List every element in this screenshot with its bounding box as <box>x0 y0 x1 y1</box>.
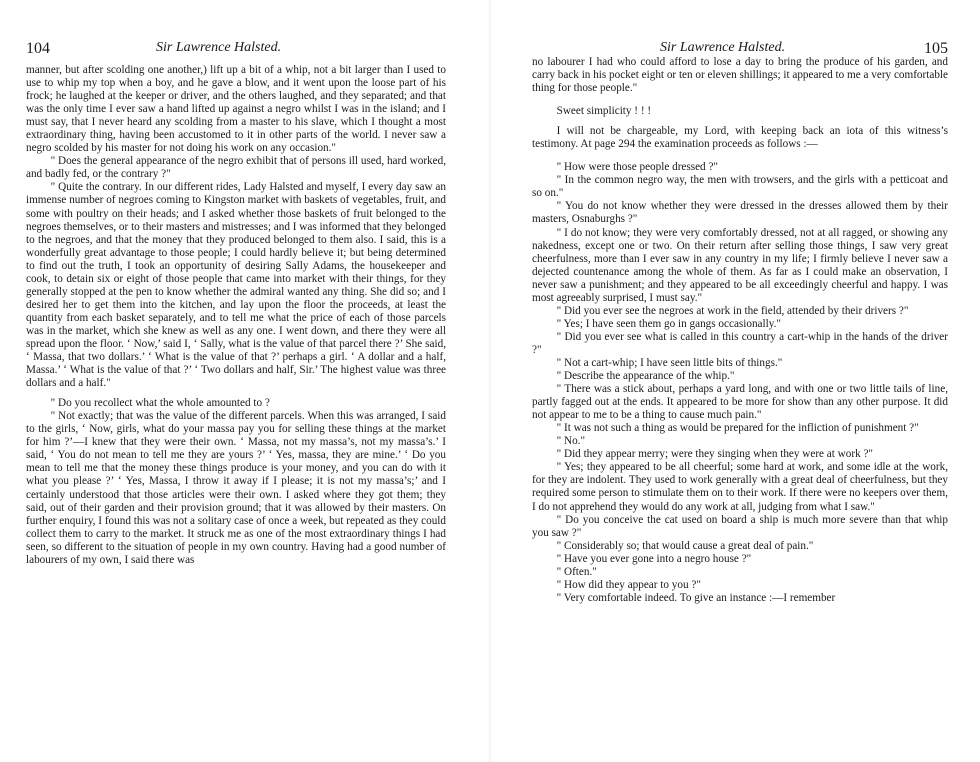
paragraph: " Do you conceive the cat used on board a ship is much more severe than that whip you saw ?" <box>532 513 948 539</box>
paragraph: " In the common negro way, the men with trowsers, and the girls with a petticoat and so on." <box>532 174 948 200</box>
left-body-text <box>26 64 446 567</box>
left-running-head <box>26 40 446 60</box>
paragraph: " Very comfortable indeed. To give an instance :—I remember <box>556 591 836 604</box>
left-page <box>26 0 446 762</box>
paragraph: " How were those people dressed ?" <box>556 161 718 174</box>
left-running-title: Sir Lawrence Halsted. <box>156 40 282 55</box>
paragraph: " Quite the contrary. In our different rides, Lady Halsted and myself, I every day saw an immense number of negroes coming to Kingston market with baskets of vegetables, fruit, and some with poultry on their heads; and I asked whether those baskets of fruit belonged to the negroes themselves, or to their masters and mistresses; and I was informed that they belonged to the negroes, and that the money that they produced belonged to them also. I said, this is a wonderfully great advantage to those people; I could hardly believe it; but being determined to find out the truth, I took an opportunity of desiring Sally Adams, the housekeeper and cook, to detain six or eight of those people that came into market with their things, for they generally stopped at the pen to know whether the admiral wanted any thing. She did so; and I desired her to get them into the kitchen, and lay upon the floor the proceeds, at least the quantity from each basket separately, and to tell me what the price of each of those parcels was in the market, which she knew as well as any one. I went down, and there they were all spread upon the floor. ‘ Now,’ said I, ‘ Sally, what is the value of that parcel there ?’ She said, ‘ Massa, that two dollars.’ ‘ What is the value of that ?’ perhaps a girl. ‘ A dollar and a half, Massa.’ ‘ What is the value of that ?’ ‘ Two dollars and half, Sir.’ The highest value was three dollars and a half." <box>26 181 446 390</box>
paragraph: no labourer I had who could afford to lose a day to bring the produce of his garden, and carry back in his pocket eight or ten or eleven shillings; it appeared to me a very comfortable thing for those people." <box>532 56 948 95</box>
paragraph: " Does the general appearance of the negro exhibit that of persons ill used, hard worked, and badly fed, or the contrary ?" <box>26 155 446 181</box>
paragraph: " It was not such a thing as would be prepared for the infliction of punishment ?" <box>556 422 919 435</box>
paragraph: " Not exactly; that was the value of the different parcels. When this was arranged, I said to the girls, ‘ Now, girls, what do your massa pay you for selling these things at the market for him ?’—I knew that they were their own. ‘ Massa, not my massa’s, not my massa’s.’ I said, ‘ You do not mean to tell me they are yours ?’ ‘ Yes, massa, they are mine.’ ‘ Do you mean to tell me that the money these things produce is your money, and you can do with it what you please ?’ ‘ Yes, Massa, I throw it away if I please; it is not my massa’s;’ and I certainly understood that those articles were their own. I asked where they got them; they said, out of their garden and their provision ground; that it was allowed by their masters. On further enquiry, I found this was not a solitary case of once a week, but repeated as they could collect them to carry to the market. It struck me as one of the most extraordinary things I had seen, so different to the situation of people in my own country. Having had a good number of labourers of my own, I said there was <box>26 410 446 566</box>
left-page-number: 104 <box>26 40 50 57</box>
paragraph: " Not a cart-whip; I have seen little bits of things." <box>556 356 783 369</box>
paragraph: " Describe the appearance of the whip." <box>556 370 735 383</box>
paragraph: " Did you ever see what is called in this country a cart-whip in the hands of the driver ?" <box>532 330 948 356</box>
right-running-title: Sir Lawrence Halsted. <box>660 40 786 55</box>
paragraph: " Yes; I have seen them go in gangs occasionally." <box>556 317 781 330</box>
right-body-text <box>532 56 948 605</box>
paragraph: " No." <box>556 435 586 448</box>
paragraph: " Considerably so; that would cause a great deal of pain." <box>556 539 814 552</box>
right-page-number: 105 <box>924 40 948 57</box>
paragraph: " Do you recollect what the whole amounted to ? <box>50 397 270 410</box>
paragraph: " How did they appear to you ?" <box>556 578 701 591</box>
paragraph: Sweet simplicity ! ! ! <box>556 105 652 118</box>
paragraph: " You do not know whether they were dressed in the dresses allowed them by their masters, Osnaburghs ?" <box>532 200 948 226</box>
right-page <box>532 0 948 762</box>
paragraph: " Often." <box>556 565 597 578</box>
paragraph: I will not be chargeable, my Lord, with keeping back an iota of this witness’s testimony. At page 294 the examination proceeds as follows :— <box>532 125 948 151</box>
paragraph: " There was a stick about, perhaps a yard long, and with one or two little tails of line, partly fagged out at the ends. It appeared to be more for show than any other purpose. It did not appear to me to be a thing to cause much pain." <box>532 383 948 422</box>
paragraph: " I do not know; they were very comfortably dressed, not at all ragged, or showing any nakedness, except one or two. On their return after selling those things, I saw very great cheerfulness, more than I ever saw in any country in my life; I firmly believe I never saw a dejected countenance among the whole of them. As far as I could make an observation, I never saw a punishment; and they appeared to be all exceedingly cheerful and happy. I was most agreeably surprised, I must say." <box>532 226 948 304</box>
gutter <box>488 0 492 762</box>
paragraph: " Did they appear merry; were they singing when they were at work ?" <box>556 448 873 461</box>
paragraph: " Did you ever see the negroes at work in the field, attended by their drivers ?" <box>556 304 909 317</box>
paragraph: " Have you ever gone into a negro house ?" <box>556 552 752 565</box>
paragraph: " Yes; they appeared to be all cheerful; some hard at work, and some idle at the work, for they are indolent. They used to work generally with a great deal of cheerfulness, but they required some person to stimulate them on to their work. If there were no keepers over them, I do not apprehend they would do any work at all, judging from what I saw." <box>532 461 948 513</box>
paragraph: manner, but after scolding one another,) lift up a bit of a whip, not a bit larger than I used to use to whip my top when a boy, and he gave a blow, and it went upon the loose part of his frock; he laughed at the keeper or driver, and the others laughed, and they separated; and that was the only time I ever saw a hand lifted up against a negro whilst I was in the island; and I must say, that I never heard any scolding from a master to his slave, which I thought a most extraordinary thing, having been accustomed to it in other parts of the world. I never saw a negro scolded by his master for not doing his work on any occasion." <box>26 64 446 155</box>
